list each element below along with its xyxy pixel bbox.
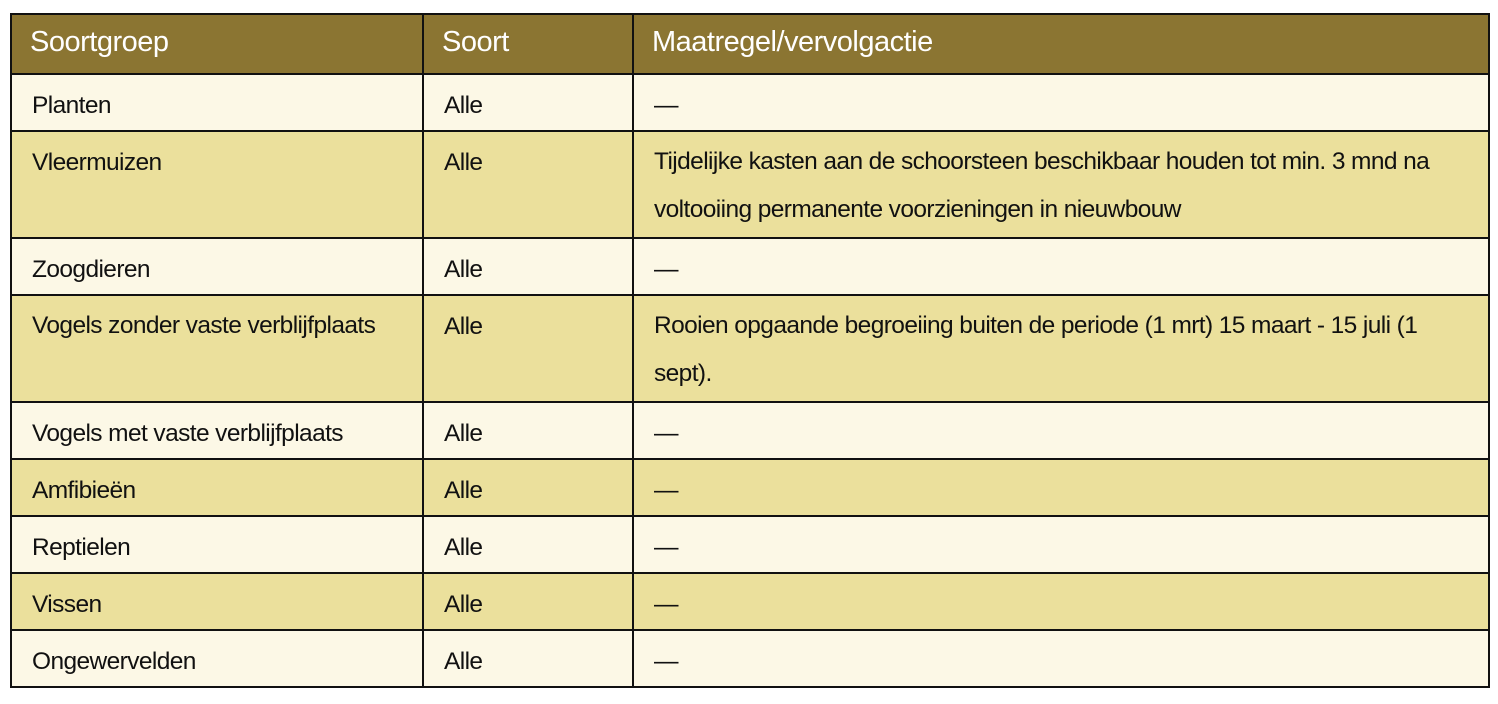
header-maatregel: Maatregel/vervolgactie	[633, 14, 1489, 74]
table-row	[11, 516, 1489, 573]
cell-species: Alle	[423, 630, 633, 687]
measures-table-container	[10, 13, 1488, 688]
cell-species: Alle	[423, 131, 633, 238]
table-row	[11, 74, 1489, 131]
cell-measure-text: Rooien opgaande begroeiing buiten de periode (1 mrt) 15 maart - 15 juli (1 sept).	[654, 312, 1418, 387]
cell-measure	[633, 131, 1489, 238]
cell-species: Alle	[423, 402, 633, 459]
cell-measure: —	[633, 516, 1489, 573]
cell-measure: —	[633, 573, 1489, 630]
table-row	[11, 459, 1489, 516]
table-row	[11, 573, 1489, 630]
cell-measure: —	[633, 630, 1489, 687]
table-row	[11, 238, 1489, 295]
cell-species: Alle	[423, 74, 633, 131]
cell-species: Alle	[423, 573, 633, 630]
table-row	[11, 131, 1489, 238]
cell-measure-text: Tijdelijke kasten aan de schoorsteen beschikbaar houden tot min. 3 mnd na voltooiing permanente voorzieningen in nieuwbouw	[654, 148, 1430, 223]
table-row	[11, 402, 1489, 459]
cell-group: Reptielen	[11, 516, 423, 573]
cell-group: Vogels met vaste verblijfplaats	[11, 402, 423, 459]
cell-group: Ongewervelden	[11, 630, 423, 687]
cell-measure: —	[633, 459, 1489, 516]
cell-group	[11, 295, 423, 402]
table-row	[11, 630, 1489, 687]
table-header-row	[11, 14, 1489, 74]
cell-species: Alle	[423, 295, 633, 402]
cell-measure: —	[633, 238, 1489, 295]
header-soortgroep: Soortgroep	[11, 14, 423, 74]
cell-group-text: Vogels zonder vaste verblijfplaats	[32, 312, 376, 339]
cell-group: Planten	[11, 74, 423, 131]
cell-measure: —	[633, 74, 1489, 131]
cell-measure	[633, 295, 1489, 402]
cell-group: Vissen	[11, 573, 423, 630]
measures-table	[10, 13, 1490, 688]
cell-species: Alle	[423, 459, 633, 516]
table-row	[11, 295, 1489, 402]
cell-group: Vleermuizen	[11, 131, 423, 238]
cell-measure: —	[633, 402, 1489, 459]
cell-group: Amfibieën	[11, 459, 423, 516]
cell-species: Alle	[423, 238, 633, 295]
cell-group: Zoogdieren	[11, 238, 423, 295]
cell-species: Alle	[423, 516, 633, 573]
header-soort: Soort	[423, 14, 633, 74]
